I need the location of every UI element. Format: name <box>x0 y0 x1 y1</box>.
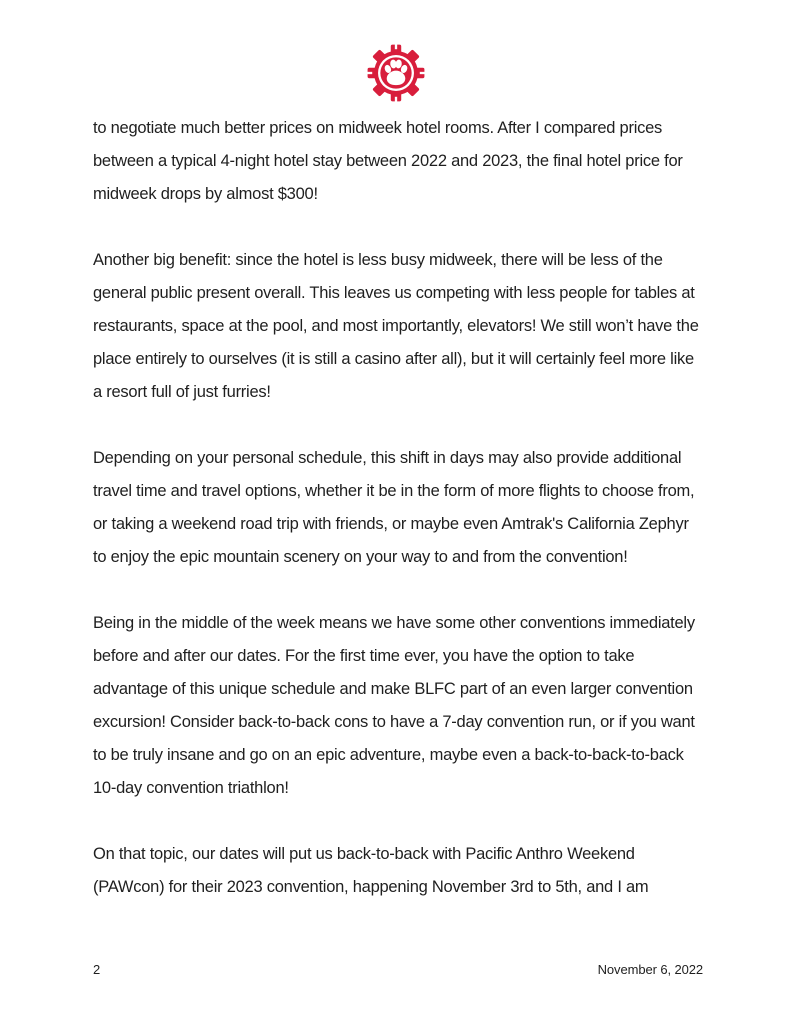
paragraph-less-busy-midweek: Another big benefit: since the hotel is less busy midweek, there will be less of the general public present overall. This leaves us competing with less people for tables at restaurants, space at the pool, and most importantly, elevators! We still won’t have the place entirely to ourselves (it is still a casino after all), but it will certainly feel more like a resort full of just furries! <box>93 251 699 401</box>
page-footer <box>93 962 703 977</box>
document-body <box>93 112 701 904</box>
paragraph-pawcon-dates: On that topic, our dates will put us back-to-back with Pacific Anthro Weekend (PAWcon) for their 2023 convention, happening November 3rd to 5th, and I am <box>93 845 649 896</box>
paragraph-travel-options: Depending on your personal schedule, this shift in days may also provide additional travel time and travel options, whether it be in the form of more flights to choose from, or taking a weekend road trip with friends, or maybe even Amtrak's California Zephyr to enjoy the epic mountain scenery on your way to and from the convention! <box>93 449 695 566</box>
paw-poker-chip-logo-icon <box>367 44 425 102</box>
paragraph-back-to-back-cons: Being in the middle of the week means we have some other conventions immediately before and after our dates. For the first time ever, you have the option to take advantage of this unique schedule and make BLFC part of an even larger convention excursion! Consider back-to-back cons to have a 7-day convention run, or if you want to be truly insane and go on an epic adventure, maybe even a back-to-back-to-back 10-day convention triathlon! <box>93 614 695 797</box>
logo-container <box>0 44 791 102</box>
footer-date: November 6, 2022 <box>597 962 703 977</box>
paragraph-hotel-prices: to negotiate much better prices on midweek hotel rooms. After I compared prices between a typical 4-night hotel stay between 2022 and 2023, the final hotel price for midweek drops by almost $300! <box>93 119 683 203</box>
page-number: 2 <box>93 962 101 977</box>
